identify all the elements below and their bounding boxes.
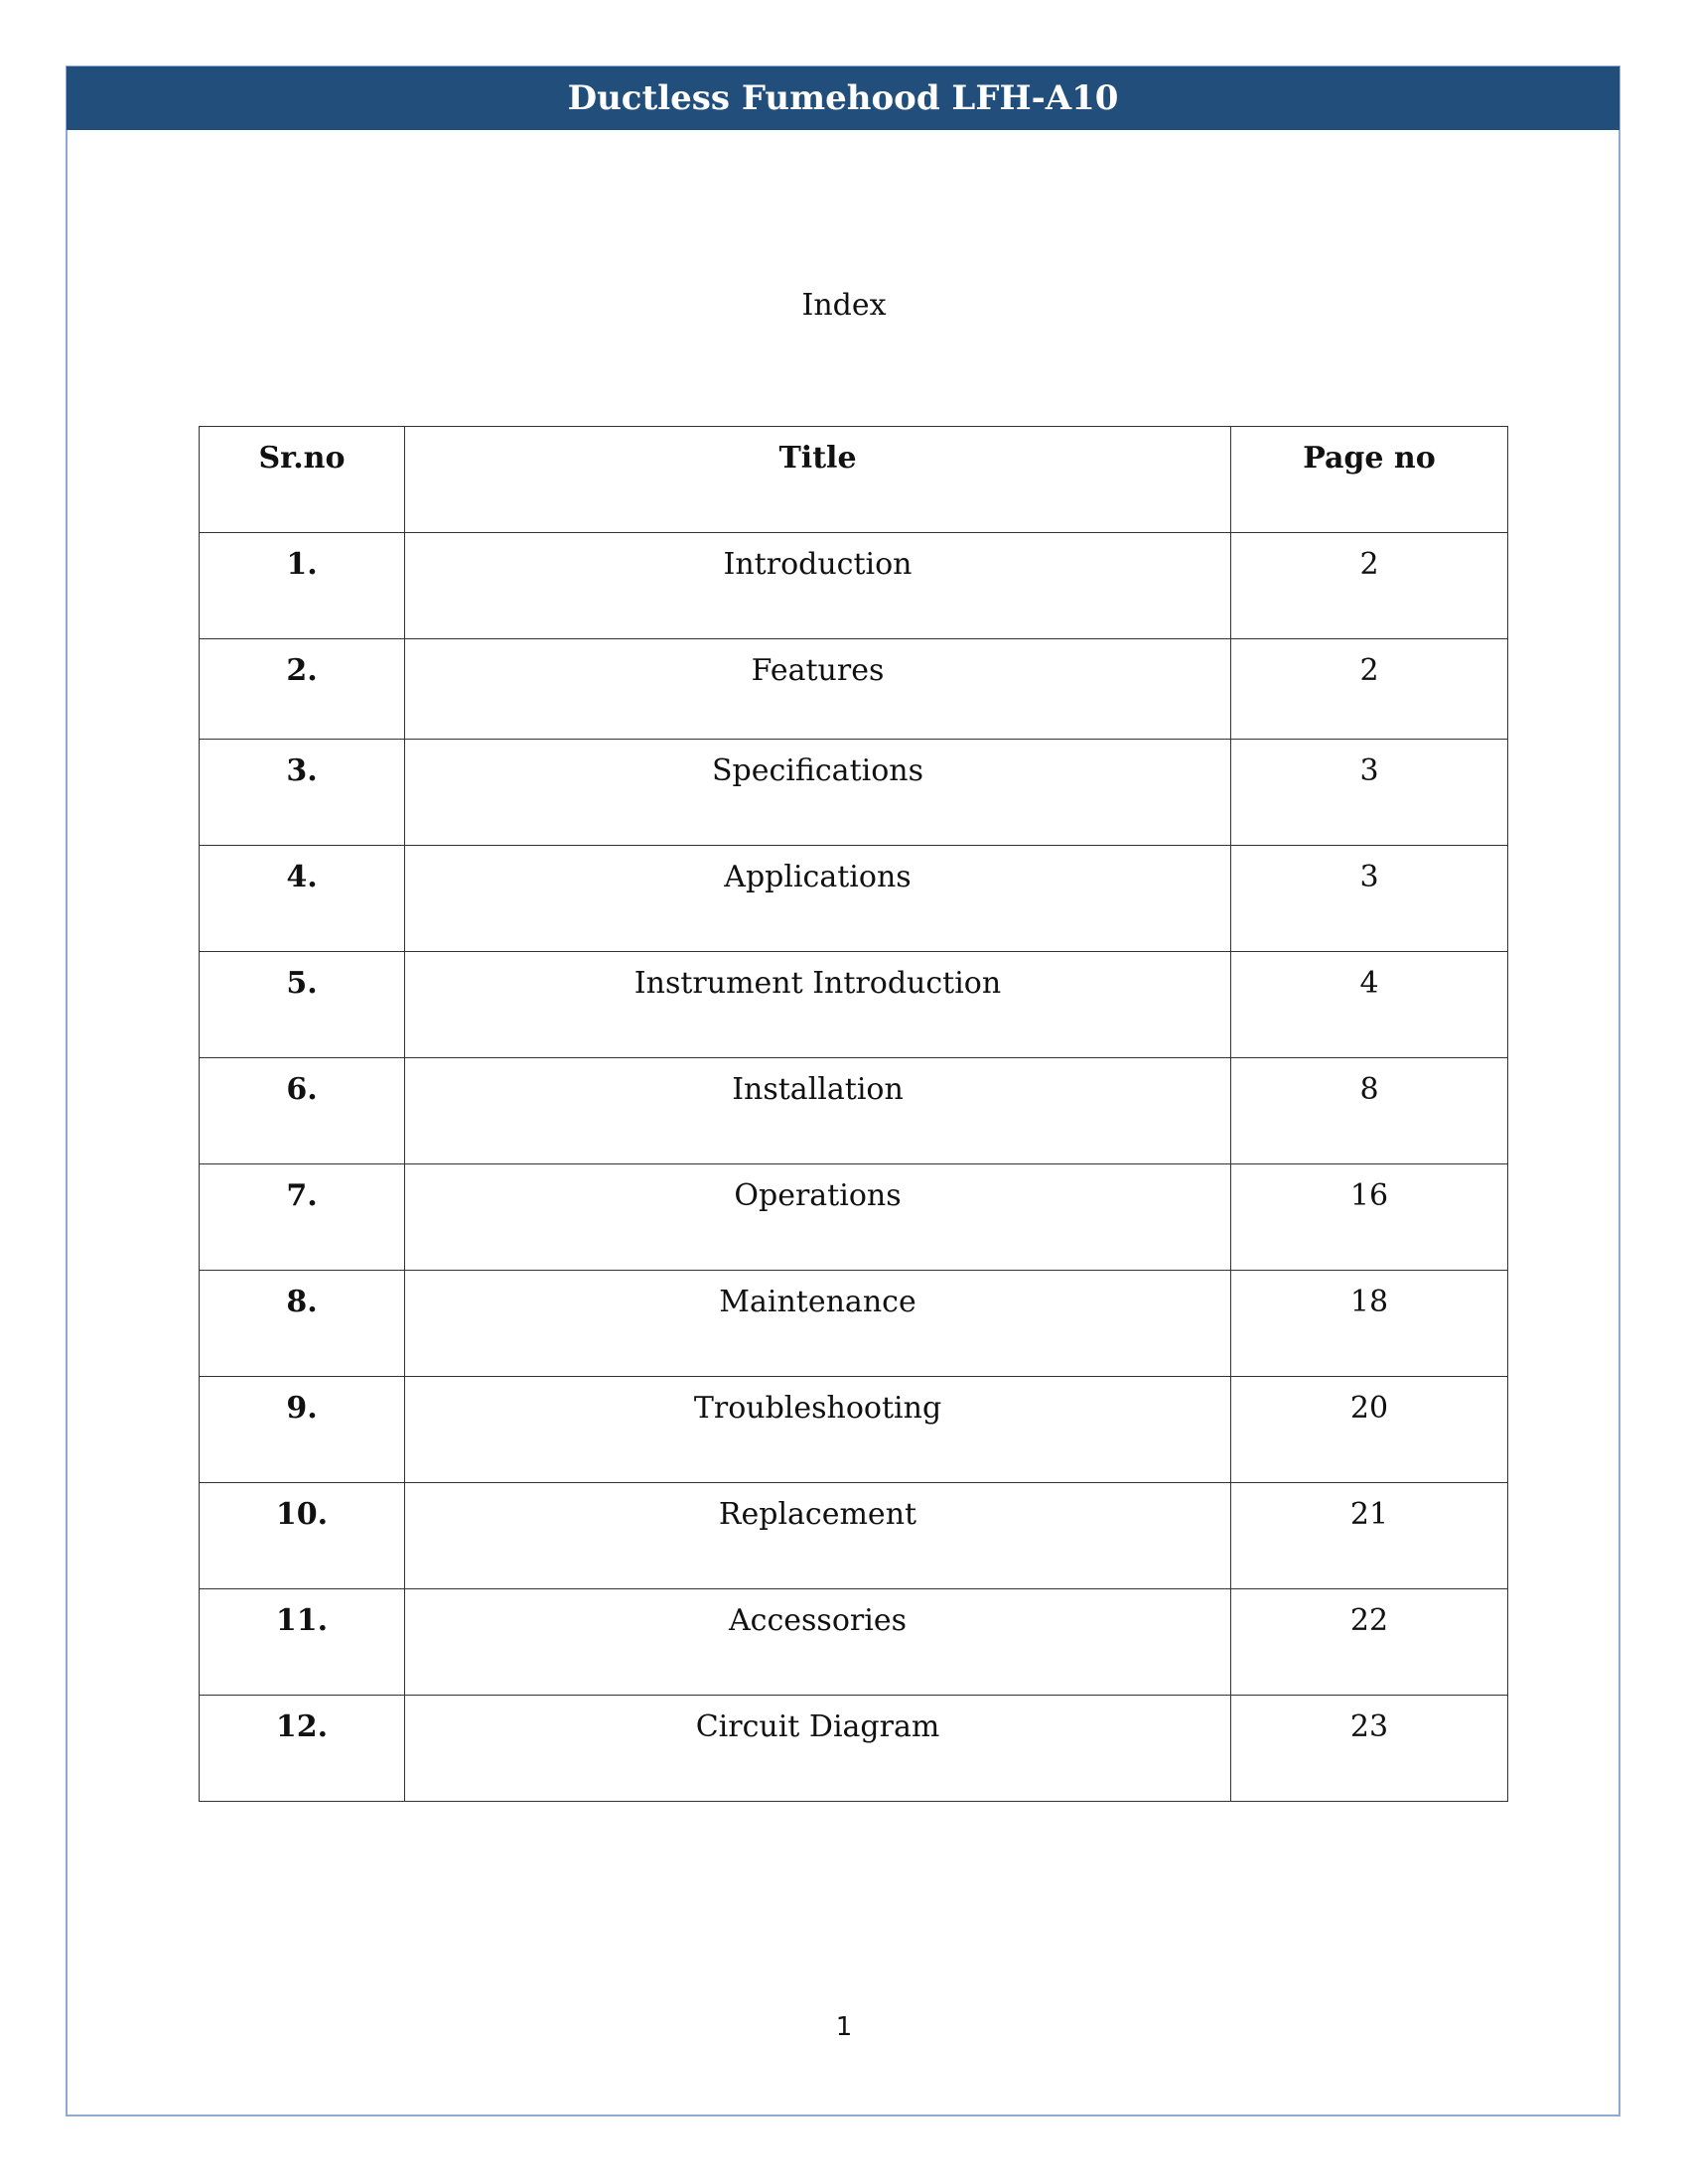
table-row <box>200 1377 1508 1483</box>
table-row <box>200 740 1508 846</box>
row-sr-no: 8. <box>200 1271 405 1377</box>
column-header-sr-no: Sr.no <box>200 427 405 533</box>
row-page-no: 2 <box>1231 639 1508 740</box>
row-sr-no: 9. <box>200 1377 405 1483</box>
table-row <box>200 533 1508 639</box>
index-table <box>199 426 1508 1802</box>
row-title: Instrument Introduction <box>405 952 1231 1058</box>
row-page-no: 3 <box>1231 740 1508 846</box>
row-title: Applications <box>405 846 1231 952</box>
row-sr-no: 5. <box>200 952 405 1058</box>
row-sr-no: 10. <box>200 1483 405 1589</box>
row-sr-no: 6. <box>200 1058 405 1164</box>
row-title: Installation <box>405 1058 1231 1164</box>
row-sr-no: 7. <box>200 1164 405 1271</box>
row-title: Specifications <box>405 740 1231 846</box>
row-page-no: 22 <box>1231 1589 1508 1696</box>
table-row <box>200 1058 1508 1164</box>
row-sr-no: 11. <box>200 1589 405 1696</box>
row-page-no: 4 <box>1231 952 1508 1058</box>
table-header-row <box>200 427 1508 533</box>
row-page-no: 8 <box>1231 1058 1508 1164</box>
table-row <box>200 952 1508 1058</box>
row-page-no: 18 <box>1231 1271 1508 1377</box>
row-title: Replacement <box>405 1483 1231 1589</box>
column-header-page-no: Page no <box>1231 427 1508 533</box>
row-sr-no: 2. <box>200 639 405 740</box>
table-row <box>200 639 1508 740</box>
index-heading: Index <box>801 288 887 323</box>
row-title: Troubleshooting <box>405 1377 1231 1483</box>
page-number: 1 <box>835 2012 853 2042</box>
row-sr-no: 12. <box>200 1696 405 1802</box>
row-page-no: 2 <box>1231 533 1508 639</box>
row-page-no: 3 <box>1231 846 1508 952</box>
row-page-no: 16 <box>1231 1164 1508 1271</box>
row-title: Introduction <box>405 533 1231 639</box>
row-title: Circuit Diagram <box>405 1696 1231 1802</box>
table-row <box>200 1271 1508 1377</box>
table-row <box>200 1696 1508 1802</box>
row-page-no: 21 <box>1231 1483 1508 1589</box>
row-title: Features <box>405 639 1231 740</box>
row-page-no: 20 <box>1231 1377 1508 1483</box>
row-sr-no: 4. <box>200 846 405 952</box>
table-row <box>200 1164 1508 1271</box>
document-header <box>67 67 1619 130</box>
row-title: Operations <box>405 1164 1231 1271</box>
row-sr-no: 3. <box>200 740 405 846</box>
row-title: Accessories <box>405 1589 1231 1696</box>
table-row <box>200 1483 1508 1589</box>
document-title: Ductless Fumehood LFH-A10 <box>567 78 1119 118</box>
row-page-no: 23 <box>1231 1696 1508 1802</box>
row-sr-no: 1. <box>200 533 405 639</box>
row-title: Maintenance <box>405 1271 1231 1377</box>
table-row <box>200 1589 1508 1696</box>
column-header-title: Title <box>405 427 1231 533</box>
table-row <box>200 846 1508 952</box>
